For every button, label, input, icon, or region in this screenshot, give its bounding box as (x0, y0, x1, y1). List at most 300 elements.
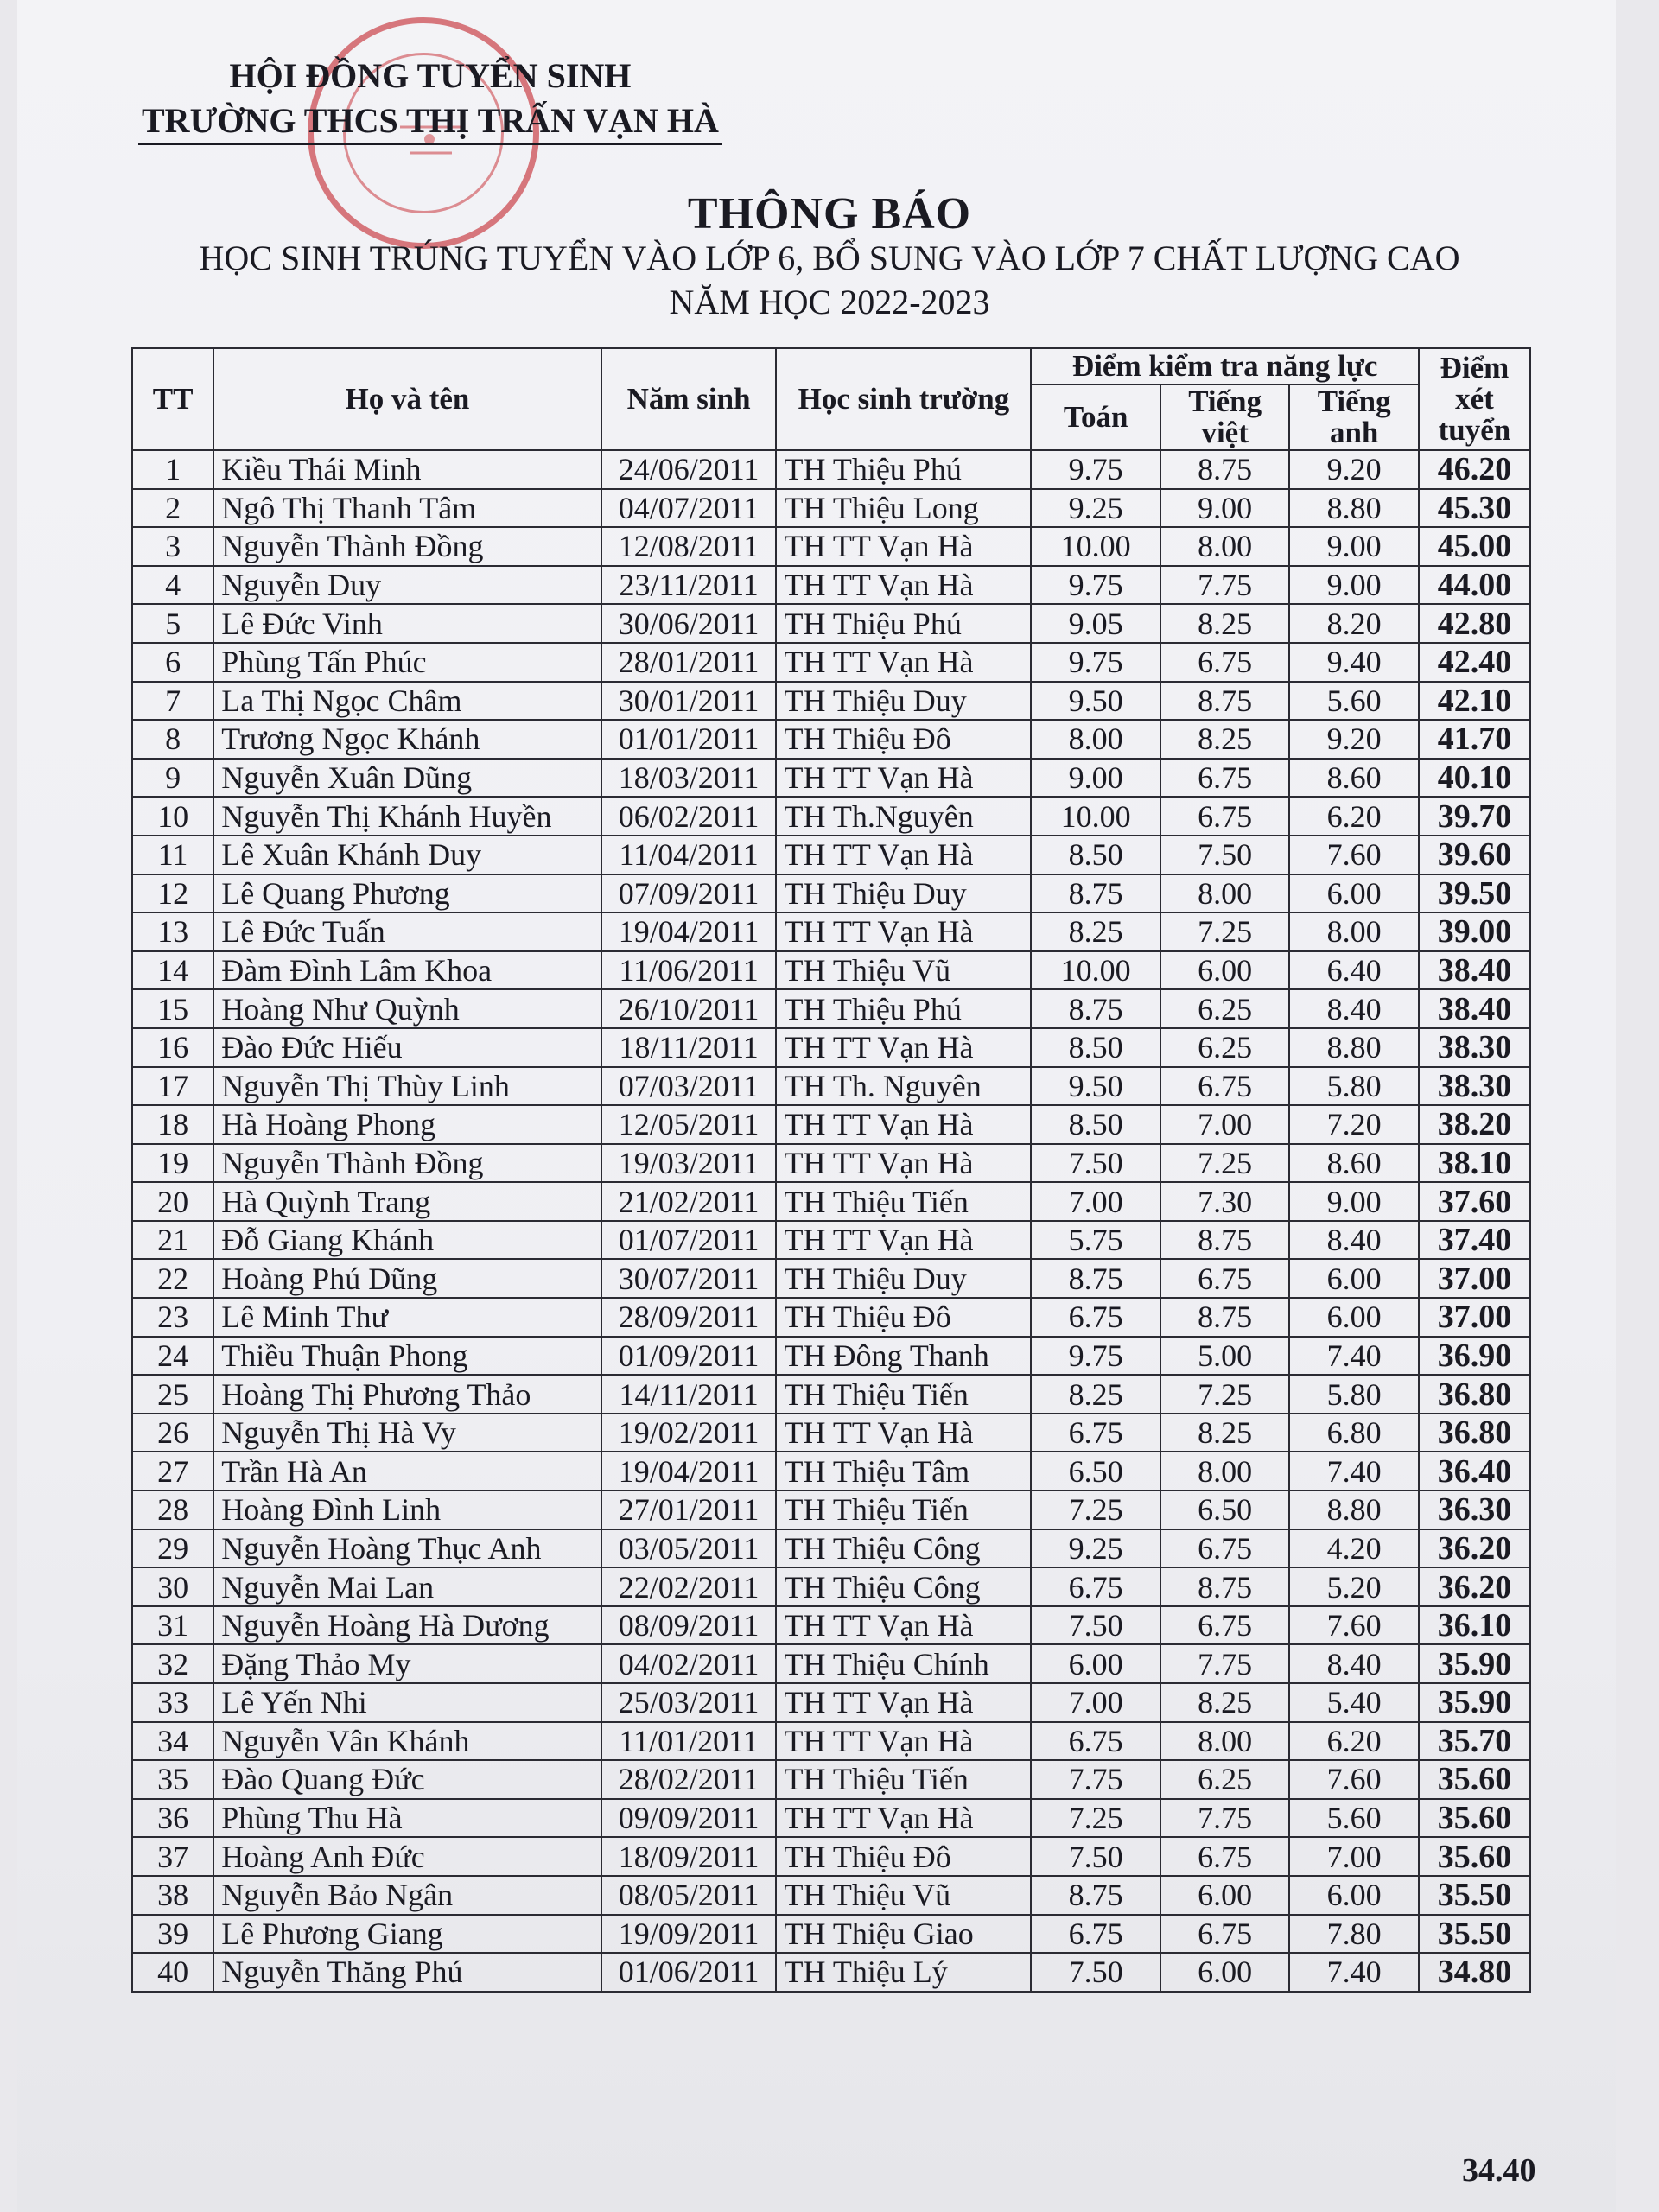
cell-school: TH TT Vạn Hà (776, 1414, 1031, 1452)
cell-english: 5.20 (1289, 1567, 1419, 1606)
cell-vietnamese: 8.75 (1160, 682, 1290, 721)
cell-tt: 2 (132, 489, 213, 528)
cell-dob: 18/03/2011 (601, 759, 777, 798)
col-header-tt: TT (132, 348, 213, 450)
cell-total: 39.70 (1419, 797, 1530, 836)
cell-name: Lê Phương Giang (213, 1915, 601, 1954)
cell-english: 7.60 (1289, 836, 1419, 874)
school-year: NĂM HỌC 2022-2023 (669, 283, 990, 321)
table-row (132, 1028, 1530, 1067)
cell-total: 38.30 (1419, 1067, 1530, 1106)
cell-english: 4.20 (1289, 1529, 1419, 1568)
cell-english: 8.00 (1289, 912, 1419, 951)
cell-math: 9.05 (1031, 604, 1160, 643)
table-row (132, 1529, 1530, 1568)
cell-math: 9.75 (1031, 643, 1160, 682)
table-row (132, 797, 1530, 836)
cell-tt: 12 (132, 874, 213, 913)
cell-tt: 16 (132, 1028, 213, 1067)
cell-tt: 38 (132, 1876, 213, 1915)
cell-name: Nguyễn Thị Thùy Linh (213, 1067, 601, 1106)
cell-school: TH TT Vạn Hà (776, 1799, 1031, 1838)
table-row (132, 989, 1530, 1028)
extra-total-value: 34.40 (1462, 2152, 1536, 2189)
table-row (132, 1337, 1530, 1376)
cell-school: TH TT Vạn Hà (776, 566, 1031, 605)
table-row (132, 566, 1530, 605)
cell-name: Lê Quang Phương (213, 874, 601, 913)
cell-tt: 5 (132, 604, 213, 643)
cell-total: 35.60 (1419, 1760, 1530, 1799)
cell-tt: 22 (132, 1259, 213, 1298)
cell-school: TH Thiệu Duy (776, 682, 1031, 721)
cell-dob: 28/09/2011 (601, 1298, 777, 1337)
cell-school: TH TT Vạn Hà (776, 527, 1031, 566)
cell-school: TH Thiệu Đô (776, 720, 1031, 759)
cell-school: TH Thiệu Đô (776, 1298, 1031, 1337)
cell-school: TH Th. Nguyên (776, 1067, 1031, 1106)
cell-tt: 34 (132, 1722, 213, 1761)
cell-math: 7.25 (1031, 1491, 1160, 1529)
cell-english: 9.20 (1289, 720, 1419, 759)
cell-school: TH Thiệu Long (776, 489, 1031, 528)
cell-total: 34.80 (1419, 1953, 1530, 1992)
table-row (132, 874, 1530, 913)
cell-total: 45.00 (1419, 527, 1530, 566)
cell-math: 6.75 (1031, 1414, 1160, 1452)
cell-school: TH TT Vạn Hà (776, 912, 1031, 951)
cell-school: TH Thiệu Duy (776, 1259, 1031, 1298)
cell-math: 9.25 (1031, 489, 1160, 528)
col-header-vietnamese: Tiếng việt (1160, 385, 1290, 450)
cell-tt: 23 (132, 1298, 213, 1337)
cell-name: Hoàng Phú Dũng (213, 1259, 601, 1298)
cell-tt: 8 (132, 720, 213, 759)
cell-vietnamese: 8.25 (1160, 1683, 1290, 1722)
cell-total: 36.80 (1419, 1414, 1530, 1452)
cell-vietnamese: 7.25 (1160, 1144, 1290, 1183)
cell-name: Nguyễn Thị Hà Vy (213, 1414, 601, 1452)
table-row (132, 1799, 1530, 1838)
table-row (132, 1414, 1530, 1452)
cell-vietnamese: 6.00 (1160, 1876, 1290, 1915)
cell-tt: 14 (132, 951, 213, 990)
cell-total: 36.20 (1419, 1529, 1530, 1568)
cell-tt: 20 (132, 1182, 213, 1221)
cell-tt: 31 (132, 1606, 213, 1645)
cell-math: 8.75 (1031, 989, 1160, 1028)
cell-total: 35.50 (1419, 1876, 1530, 1915)
cell-math: 9.75 (1031, 1337, 1160, 1376)
cell-vietnamese: 6.00 (1160, 1953, 1290, 1992)
cell-dob: 19/04/2011 (601, 1452, 777, 1491)
cell-total: 42.40 (1419, 643, 1530, 682)
cell-vietnamese: 6.25 (1160, 989, 1290, 1028)
table-row (132, 450, 1530, 489)
cell-math: 8.75 (1031, 1876, 1160, 1915)
table-row (132, 1144, 1530, 1183)
cell-dob: 04/02/2011 (601, 1644, 777, 1683)
cell-school: TH Thiệu Chính (776, 1644, 1031, 1683)
cell-total: 35.60 (1419, 1837, 1530, 1876)
cell-tt: 15 (132, 989, 213, 1028)
cell-total: 42.10 (1419, 682, 1530, 721)
cell-tt: 18 (132, 1105, 213, 1144)
table-row (132, 912, 1530, 951)
cell-total: 35.90 (1419, 1683, 1530, 1722)
cell-total: 36.20 (1419, 1567, 1530, 1606)
cell-school: TH Thiệu Tâm (776, 1452, 1031, 1491)
cell-total: 40.10 (1419, 759, 1530, 798)
cell-english: 8.80 (1289, 1491, 1419, 1529)
cell-math: 6.50 (1031, 1452, 1160, 1491)
cell-name: Phùng Thu Hà (213, 1799, 601, 1838)
cell-school: TH TT Vạn Hà (776, 1722, 1031, 1761)
cell-tt: 10 (132, 797, 213, 836)
cell-math: 6.75 (1031, 1567, 1160, 1606)
cell-vietnamese: 8.00 (1160, 874, 1290, 913)
cell-english: 8.20 (1289, 604, 1419, 643)
cell-english: 7.40 (1289, 1953, 1419, 1992)
cell-school: TH Thiệu Tiến (776, 1760, 1031, 1799)
cell-english: 8.80 (1289, 489, 1419, 528)
cell-vietnamese: 8.25 (1160, 1414, 1290, 1452)
cell-total: 37.40 (1419, 1221, 1530, 1260)
cell-vietnamese: 7.75 (1160, 566, 1290, 605)
table-row (132, 1105, 1530, 1144)
cell-english: 6.80 (1289, 1414, 1419, 1452)
cell-math: 6.75 (1031, 1915, 1160, 1954)
cell-math: 8.00 (1031, 720, 1160, 759)
cell-total: 35.50 (1419, 1915, 1530, 1954)
table-row (132, 1182, 1530, 1221)
cell-name: Lê Yến Nhi (213, 1683, 601, 1722)
cell-dob: 06/02/2011 (601, 797, 777, 836)
cell-math: 10.00 (1031, 527, 1160, 566)
table-row (132, 1491, 1530, 1529)
cell-vietnamese: 6.75 (1160, 1529, 1290, 1568)
cell-total: 35.60 (1419, 1799, 1530, 1838)
cell-english: 7.40 (1289, 1337, 1419, 1376)
cell-name: Đàm Đình Lâm Khoa (213, 951, 601, 990)
cell-vietnamese: 6.75 (1160, 643, 1290, 682)
col-header-name: Họ và tên (213, 348, 601, 450)
cell-name: Đào Quang Đức (213, 1760, 601, 1799)
cell-name: Lê Xuân Khánh Duy (213, 836, 601, 874)
cell-math: 7.50 (1031, 1606, 1160, 1645)
cell-name: La Thị Ngọc Châm (213, 682, 601, 721)
cell-tt: 1 (132, 450, 213, 489)
cell-tt: 9 (132, 759, 213, 798)
cell-vietnamese: 7.00 (1160, 1105, 1290, 1144)
table-row (132, 489, 1530, 528)
cell-english: 6.00 (1289, 1259, 1419, 1298)
table-row (132, 836, 1530, 874)
cell-vietnamese: 8.75 (1160, 1298, 1290, 1337)
cell-math: 8.25 (1031, 1375, 1160, 1414)
document-subtitle: HỌC SINH TRÚNG TUYỂN VÀO LỚP 6, BỔ SUNG VÀO LỚP 7 CHẤT LƯỢNG CAO (199, 238, 1460, 277)
cell-total: 36.10 (1419, 1606, 1530, 1645)
cell-math: 9.50 (1031, 1067, 1160, 1106)
cell-name: Lê Minh Thư (213, 1298, 601, 1337)
cell-vietnamese: 8.00 (1160, 1452, 1290, 1491)
cell-vietnamese: 7.25 (1160, 912, 1290, 951)
cell-name: Kiều Thái Minh (213, 450, 601, 489)
cell-vietnamese: 6.25 (1160, 1028, 1290, 1067)
cell-name: Nguyễn Hoàng Hà Dương (213, 1606, 601, 1645)
cell-dob: 08/09/2011 (601, 1606, 777, 1645)
cell-vietnamese: 6.50 (1160, 1491, 1290, 1529)
cell-math: 6.75 (1031, 1722, 1160, 1761)
cell-math: 7.00 (1031, 1683, 1160, 1722)
cell-name: Phùng Tấn Phúc (213, 643, 601, 682)
table-row (132, 1953, 1530, 1992)
cell-dob: 04/07/2011 (601, 489, 777, 528)
cell-tt: 39 (132, 1915, 213, 1954)
cell-total: 39.50 (1419, 874, 1530, 913)
table-row (132, 720, 1530, 759)
cell-name: Nguyễn Thăng Phú (213, 1953, 601, 1992)
cell-school: TH Thiệu Phú (776, 450, 1031, 489)
cell-english: 7.80 (1289, 1915, 1419, 1954)
cell-school: TH TT Vạn Hà (776, 643, 1031, 682)
cell-english: 5.40 (1289, 1683, 1419, 1722)
cell-math: 9.00 (1031, 759, 1160, 798)
table-row (132, 1683, 1530, 1722)
cell-school: TH Thiệu Tiến (776, 1182, 1031, 1221)
cell-math: 6.75 (1031, 1298, 1160, 1337)
cell-math: 7.00 (1031, 1182, 1160, 1221)
cell-english: 8.60 (1289, 759, 1419, 798)
cell-total: 37.60 (1419, 1182, 1530, 1221)
cell-name: Hoàng Như Quỳnh (213, 989, 601, 1028)
cell-dob: 28/01/2011 (601, 643, 777, 682)
cell-vietnamese: 5.00 (1160, 1337, 1290, 1376)
table-row (132, 951, 1530, 990)
cell-math: 7.50 (1031, 1953, 1160, 1992)
cell-english: 8.40 (1289, 1221, 1419, 1260)
cell-math: 9.75 (1031, 566, 1160, 605)
cell-math: 7.75 (1031, 1760, 1160, 1799)
cell-name: Nguyễn Hoàng Thục Anh (213, 1529, 601, 1568)
cell-name: Đặng Thảo My (213, 1644, 601, 1683)
cell-english: 6.00 (1289, 1876, 1419, 1915)
col-header-score-group: Điểm kiểm tra năng lực (1031, 348, 1419, 385)
cell-tt: 3 (132, 527, 213, 566)
cell-tt: 7 (132, 682, 213, 721)
cell-english: 9.00 (1289, 527, 1419, 566)
cell-english: 7.20 (1289, 1105, 1419, 1144)
cell-vietnamese: 6.75 (1160, 1067, 1290, 1106)
cell-english: 9.00 (1289, 1182, 1419, 1221)
cell-tt: 24 (132, 1337, 213, 1376)
cell-vietnamese: 6.25 (1160, 1760, 1290, 1799)
results-table (131, 347, 1531, 1993)
cell-total: 37.00 (1419, 1259, 1530, 1298)
cell-vietnamese: 8.00 (1160, 1722, 1290, 1761)
cell-dob: 21/02/2011 (601, 1182, 777, 1221)
cell-tt: 26 (132, 1414, 213, 1452)
cell-dob: 11/01/2011 (601, 1722, 777, 1761)
cell-dob: 12/05/2011 (601, 1105, 777, 1144)
cell-vietnamese: 8.25 (1160, 604, 1290, 643)
cell-dob: 30/06/2011 (601, 604, 777, 643)
cell-dob: 18/11/2011 (601, 1028, 777, 1067)
col-header-math: Toán (1031, 385, 1160, 450)
cell-dob: 01/06/2011 (601, 1953, 777, 1992)
cell-school: TH TT Vạn Hà (776, 836, 1031, 874)
cell-school: TH Thiệu Lý (776, 1953, 1031, 1992)
cell-name: Thiều Thuận Phong (213, 1337, 601, 1376)
cell-vietnamese: 7.75 (1160, 1799, 1290, 1838)
cell-english: 6.20 (1289, 1722, 1419, 1761)
cell-english: 7.40 (1289, 1452, 1419, 1491)
table-row (132, 1298, 1530, 1337)
cell-english: 9.00 (1289, 566, 1419, 605)
cell-english: 9.40 (1289, 643, 1419, 682)
cell-dob: 24/06/2011 (601, 450, 777, 489)
cell-name: Lê Đức Tuấn (213, 912, 601, 951)
col-header-school: Học sinh trường (776, 348, 1031, 450)
cell-math: 9.75 (1031, 450, 1160, 489)
cell-dob: 08/05/2011 (601, 1876, 777, 1915)
cell-vietnamese: 7.25 (1160, 1375, 1290, 1414)
cell-tt: 19 (132, 1144, 213, 1183)
cell-tt: 35 (132, 1760, 213, 1799)
cell-name: Nguyễn Duy (213, 566, 601, 605)
cell-dob: 01/01/2011 (601, 720, 777, 759)
cell-vietnamese: 6.75 (1160, 1259, 1290, 1298)
cell-dob: 19/02/2011 (601, 1414, 777, 1452)
cell-school: TH Thiệu Vũ (776, 951, 1031, 990)
cell-name: Nguyễn Bảo Ngân (213, 1876, 601, 1915)
cell-name: Nguyễn Vân Khánh (213, 1722, 601, 1761)
cell-english: 7.00 (1289, 1837, 1419, 1876)
cell-tt: 28 (132, 1491, 213, 1529)
cell-english: 7.60 (1289, 1606, 1419, 1645)
cell-school: TH TT Vạn Hà (776, 1028, 1031, 1067)
cell-school: TH Thiệu Phú (776, 604, 1031, 643)
cell-name: Đào Đức Hiếu (213, 1028, 601, 1067)
cell-tt: 6 (132, 643, 213, 682)
table-row (132, 1837, 1530, 1876)
cell-tt: 17 (132, 1067, 213, 1106)
cell-dob: 01/07/2011 (601, 1221, 777, 1260)
cell-total: 38.40 (1419, 989, 1530, 1028)
cell-vietnamese: 6.75 (1160, 1915, 1290, 1954)
cell-english: 7.60 (1289, 1760, 1419, 1799)
cell-math: 8.75 (1031, 874, 1160, 913)
cell-dob: 11/06/2011 (601, 951, 777, 990)
cell-math: 9.25 (1031, 1529, 1160, 1568)
cell-name: Nguyễn Thành Đồng (213, 527, 601, 566)
cell-name: Nguyễn Thành Đồng (213, 1144, 601, 1183)
cell-vietnamese: 6.75 (1160, 1837, 1290, 1876)
cell-dob: 19/09/2011 (601, 1915, 777, 1954)
cell-total: 44.00 (1419, 566, 1530, 605)
cell-school: TH Thiệu Công (776, 1529, 1031, 1568)
cell-total: 45.30 (1419, 489, 1530, 528)
cell-dob: 01/09/2011 (601, 1337, 777, 1376)
cell-math: 6.00 (1031, 1644, 1160, 1683)
table-row (132, 1760, 1530, 1799)
cell-english: 5.60 (1289, 1799, 1419, 1838)
cell-english: 6.00 (1289, 1298, 1419, 1337)
cell-name: Hà Hoàng Phong (213, 1105, 601, 1144)
cell-tt: 4 (132, 566, 213, 605)
cell-english: 8.80 (1289, 1028, 1419, 1067)
table-row (132, 1722, 1530, 1761)
cell-dob: 18/09/2011 (601, 1837, 777, 1876)
cell-dob: 30/01/2011 (601, 682, 777, 721)
document-title: THÔNG BÁO (687, 189, 972, 238)
col-header-dob: Năm sinh (601, 348, 777, 450)
cell-dob: 30/07/2011 (601, 1259, 777, 1298)
cell-school: TH TT Vạn Hà (776, 759, 1031, 798)
table-row (132, 1606, 1530, 1645)
cell-school: TH Thiệu Vũ (776, 1876, 1031, 1915)
cell-school: TH Thiệu Tiến (776, 1375, 1031, 1414)
table-row (132, 1067, 1530, 1106)
table-row (132, 1644, 1530, 1683)
cell-vietnamese: 9.00 (1160, 489, 1290, 528)
cell-english: 8.60 (1289, 1144, 1419, 1183)
cell-total: 38.10 (1419, 1144, 1530, 1183)
cell-name: Hoàng Thị Phương Thảo (213, 1375, 601, 1414)
cell-school: TH Thiệu Công (776, 1567, 1031, 1606)
school-name: TRƯỜNG THCS THỊ TRẤN VẠN HÀ (138, 99, 722, 145)
cell-english: 6.40 (1289, 951, 1419, 990)
table-row (132, 1876, 1530, 1915)
cell-dob: 25/03/2011 (601, 1683, 777, 1722)
cell-name: Nguyễn Mai Lan (213, 1567, 601, 1606)
cell-vietnamese: 6.75 (1160, 1606, 1290, 1645)
cell-total: 35.90 (1419, 1644, 1530, 1683)
cell-total: 38.20 (1419, 1105, 1530, 1144)
cell-vietnamese: 7.50 (1160, 836, 1290, 874)
cell-dob: 14/11/2011 (601, 1375, 777, 1414)
cell-dob: 22/02/2011 (601, 1567, 777, 1606)
cell-total: 41.70 (1419, 720, 1530, 759)
cell-math: 9.50 (1031, 682, 1160, 721)
table-row (132, 759, 1530, 798)
cell-english: 5.80 (1289, 1375, 1419, 1414)
cell-tt: 25 (132, 1375, 213, 1414)
council-name: HỘI ĐỒNG TUYỂN SINH (229, 56, 632, 95)
cell-dob: 07/09/2011 (601, 874, 777, 913)
table-row (132, 643, 1530, 682)
cell-school: TH TT Vạn Hà (776, 1221, 1031, 1260)
table-row (132, 682, 1530, 721)
table-row (132, 1259, 1530, 1298)
cell-dob: 12/08/2011 (601, 527, 777, 566)
cell-math: 8.25 (1031, 912, 1160, 951)
cell-math: 10.00 (1031, 951, 1160, 990)
cell-name: Đỗ Giang Khánh (213, 1221, 601, 1260)
cell-school: TH Đông Thanh (776, 1337, 1031, 1376)
cell-vietnamese: 8.00 (1160, 527, 1290, 566)
cell-vietnamese: 8.75 (1160, 450, 1290, 489)
issuer-header (138, 54, 722, 145)
cell-math: 8.75 (1031, 1259, 1160, 1298)
cell-school: TH Thiệu Tiến (776, 1491, 1031, 1529)
cell-english: 6.00 (1289, 874, 1419, 913)
cell-english: 8.40 (1289, 1644, 1419, 1683)
cell-vietnamese: 7.75 (1160, 1644, 1290, 1683)
cell-total: 46.20 (1419, 450, 1530, 489)
cell-tt: 37 (132, 1837, 213, 1876)
cell-math: 8.50 (1031, 1028, 1160, 1067)
